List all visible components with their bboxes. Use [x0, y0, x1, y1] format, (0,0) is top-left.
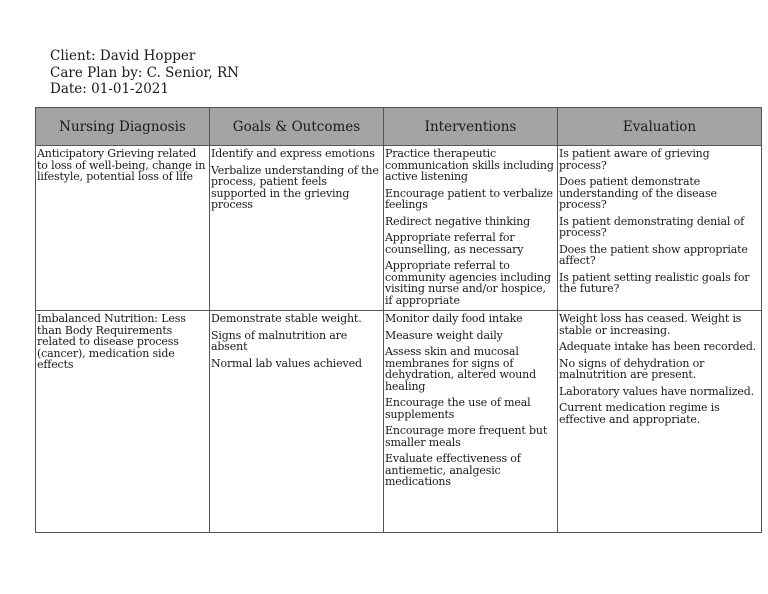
intervention-item: Encourage the use of meal supplements	[385, 396, 531, 421]
diagnosis-cell	[36, 311, 210, 533]
evaluation-item: Does patient demonstrate understanding of the disease process?	[559, 175, 717, 211]
evaluation-item: Is patient aware of grieving process?	[559, 147, 710, 172]
evaluation-item: Laboratory values have normalized.	[559, 384, 754, 398]
evaluation-item: Does the patient show appropriate affect?	[559, 242, 748, 267]
goal-item: Verbalize understanding of the process, patient feels supported in the grieving process	[211, 163, 379, 211]
goal-item: Signs of malnutrition are absent	[211, 328, 348, 353]
column-header-interventions: Interventions	[384, 108, 558, 146]
care-plan-author: Care Plan by: C. Senior, RN	[50, 64, 239, 81]
evaluation-item: No signs of dehydration or malnutrition are present.	[559, 356, 705, 381]
client-name: Client: David Hopper	[50, 48, 196, 64]
intervention-item: Practice therapeutic communication skills including active listening	[385, 147, 554, 183]
diagnosis-text: Imbalanced Nutrition: Less than Body Requirements related to disease process (cancer), medication side effects	[37, 312, 186, 371]
table-row	[36, 146, 762, 311]
evaluation-item: Is patient setting realistic goals for the future?	[559, 270, 750, 295]
goal-item: Demonstrate stable weight.	[211, 312, 362, 325]
table-header-row	[36, 108, 762, 146]
interventions-cell	[384, 146, 558, 311]
column-header-evaluation: Evaluation	[558, 108, 762, 146]
diagnosis-cell	[36, 146, 210, 311]
intervention-item: Assess skin and mucosal membranes for signs of dehydration, altered wound healing	[385, 345, 537, 393]
evaluation-cell	[558, 146, 762, 311]
diagnosis-text: Anticipatory Grieving related to loss of well-being, change in lifestyle, potential loss of life	[37, 147, 206, 183]
intervention-item: Measure weight daily	[385, 328, 503, 342]
care-plan-table	[35, 107, 762, 533]
intervention-item: Appropriate referral for counselling, as necessary	[385, 231, 524, 256]
plan-date: Date: 01-01-2021	[50, 81, 169, 97]
goals-cell	[210, 146, 384, 311]
evaluation-item: Adequate intake has been recorded.	[559, 340, 757, 353]
intervention-item: Encourage more frequent but smaller meals	[385, 424, 548, 449]
goal-item: Normal lab values achieved	[211, 356, 362, 370]
evaluation-item: Weight loss has ceased. Weight is stable or increasing.	[559, 312, 742, 337]
evaluation-cell	[558, 311, 762, 533]
intervention-item: Evaluate effectiveness of antiemetic, analgesic medications	[385, 452, 521, 488]
column-header-goals-outcomes: Goals & Outcomes	[210, 108, 384, 146]
evaluation-item: Is patient demonstrating denial of process?	[559, 214, 744, 239]
intervention-item: Encourage patient to verbalize feelings	[385, 186, 553, 211]
goals-cell	[210, 311, 384, 533]
column-header-nursing-diagnosis: Nursing Diagnosis	[36, 108, 210, 146]
table-row	[36, 311, 762, 533]
interventions-cell	[384, 311, 558, 533]
plan-header	[50, 48, 239, 98]
intervention-item: Redirect negative thinking	[385, 214, 531, 228]
evaluation-item: Current medication regime is effective and appropriate.	[559, 401, 720, 426]
intervention-item: Appropriate referral to community agencies including visiting nurse and/or hospice, if appropriate	[385, 259, 551, 307]
intervention-item: Monitor daily food intake	[385, 312, 523, 325]
goal-item: Identify and express emotions	[211, 147, 375, 160]
